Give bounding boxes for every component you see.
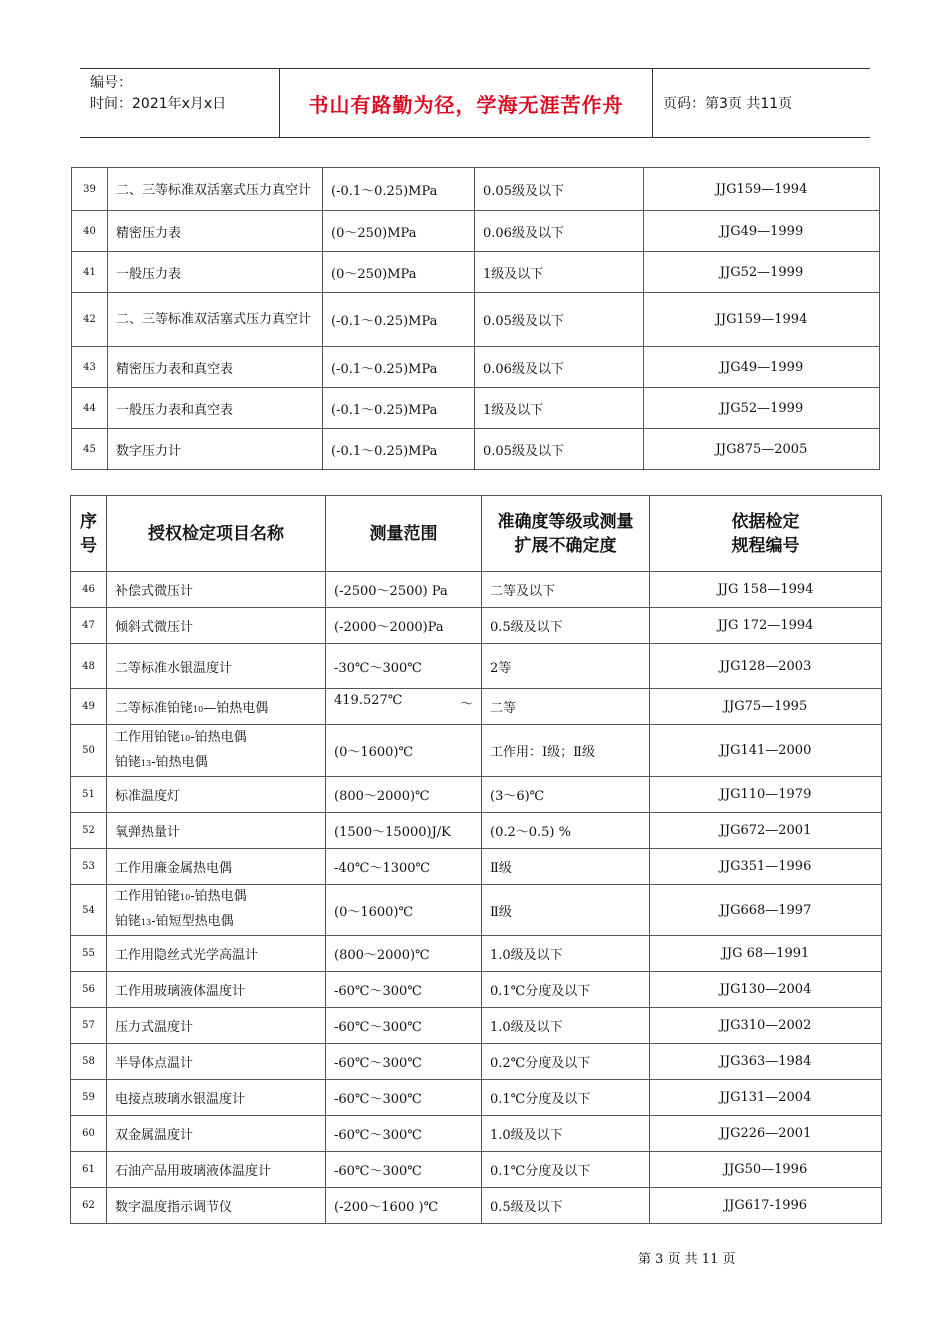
header-slogan: 书山有路勤为径，学海无涯苦作舟: [280, 69, 653, 137]
regulation-code: JJG75—1995: [650, 689, 882, 725]
page-header: [80, 68, 870, 138]
table-row: [72, 168, 880, 211]
item-name: 压力式温度计: [107, 1008, 326, 1044]
accuracy-grade: 工作用：Ⅰ级；Ⅱ级: [482, 725, 650, 777]
table-row: [72, 388, 880, 429]
table-row: [71, 725, 882, 777]
measurement-range: (1500～15000)J/K: [326, 813, 482, 849]
item-name: 石油产品用玻璃液体温度计: [107, 1152, 326, 1188]
header-item-name: 授权检定项目名称: [107, 496, 326, 572]
row-number: 51: [71, 777, 107, 813]
item-name: 精密压力表和真空表: [108, 347, 323, 388]
row-number: 61: [71, 1152, 107, 1188]
item-name: 二等标准水银温度计: [107, 644, 326, 689]
table-row: [72, 429, 880, 470]
accuracy-grade: 2等: [482, 644, 650, 689]
regulation-code: JJG52—1999: [644, 252, 880, 293]
accuracy-grade: 二等及以下: [482, 572, 650, 608]
table-row: [71, 644, 882, 689]
accuracy-grade: 二等: [482, 689, 650, 725]
item-name: 电接点玻璃水银温度计: [107, 1080, 326, 1116]
header-meta: [80, 69, 280, 137]
document-time-label: 时间：2021年x月x日: [90, 96, 227, 112]
header-range: 测量范围: [326, 496, 482, 572]
accuracy-grade: Ⅱ级: [482, 849, 650, 885]
table-row: [72, 211, 880, 252]
table-row: [72, 252, 880, 293]
document-number-label: 编号：: [90, 75, 132, 91]
accuracy-grade: 0.1℃分度及以下: [482, 972, 650, 1008]
regulation-code: JJG668—1997: [650, 885, 882, 936]
regulation-code: JJG363—1984: [650, 1044, 882, 1080]
measurement-range: (0～250)MPa: [323, 211, 475, 252]
row-number: 58: [71, 1044, 107, 1080]
row-number: 46: [71, 572, 107, 608]
table-row: [71, 813, 882, 849]
item-name: 补偿式微压计: [107, 572, 326, 608]
accuracy-grade: 0.5级及以下: [482, 608, 650, 644]
row-number: 43: [72, 347, 108, 388]
regulation-code: JJG141—2000: [650, 725, 882, 777]
accuracy-grade: 0.05级及以下: [475, 293, 644, 347]
header-regulation-code: 依据检定 规程编号: [650, 496, 882, 572]
calibration-table-continued: [71, 167, 880, 470]
accuracy-grade: 1.0级及以下: [482, 936, 650, 972]
regulation-code: JJG159—1994: [644, 293, 880, 347]
row-number: 44: [72, 388, 108, 429]
item-name: 双金属温度计: [107, 1116, 326, 1152]
item-name: 数字温度指示调节仪: [107, 1188, 326, 1224]
row-number: 53: [71, 849, 107, 885]
accuracy-grade: 0.05级及以下: [475, 168, 644, 211]
regulation-code: JJG310—2002: [650, 1008, 882, 1044]
measurement-range: (-0.1～0.25)MPa: [323, 293, 475, 347]
table-row: [71, 885, 882, 936]
item-name: 工作用铂铑10-铂热电偶 铂铑13-铂短型热电偶: [107, 885, 326, 936]
regulation-code: JJG875—2005: [644, 429, 880, 470]
row-number: 56: [71, 972, 107, 1008]
row-number: 60: [71, 1116, 107, 1152]
measurement-range: (-0.1～0.25)MPa: [323, 347, 475, 388]
header-accuracy: 准确度等级或测量扩展不确定度: [482, 496, 650, 572]
accuracy-grade: 1.0级及以下: [482, 1116, 650, 1152]
accuracy-grade: (0.2～0.5) %: [482, 813, 650, 849]
measurement-range: (-200～1600 )℃: [326, 1188, 482, 1224]
item-name: 二、三等标准双活塞式压力真空计: [108, 293, 323, 347]
item-name: 半导体点温计: [107, 1044, 326, 1080]
accuracy-grade: 0.1℃分度及以下: [482, 1152, 650, 1188]
accuracy-grade: 0.2℃分度及以下: [482, 1044, 650, 1080]
measurement-range: -60℃～300℃: [326, 1044, 482, 1080]
table-row: [71, 608, 882, 644]
row-number: 47: [71, 608, 107, 644]
table-row: [71, 777, 882, 813]
measurement-range: (-0.1～0.25)MPa: [323, 388, 475, 429]
table-row: [71, 1188, 882, 1224]
regulation-code: JJG110—1979: [650, 777, 882, 813]
accuracy-grade: Ⅱ级: [482, 885, 650, 936]
row-number: 40: [72, 211, 108, 252]
accuracy-grade: 0.06级及以下: [475, 347, 644, 388]
regulation-code: JJG672—2001: [650, 813, 882, 849]
regulation-code: JJG 68—1991: [650, 936, 882, 972]
item-name: 工作用隐丝式光学高温计: [107, 936, 326, 972]
regulation-code: JJG128—2003: [650, 644, 882, 689]
table-row: [71, 1080, 882, 1116]
row-number: 59: [71, 1080, 107, 1116]
item-name: 工作用铂铑10-铂热电偶 铂铑13-铂热电偶: [107, 725, 326, 777]
row-number: 45: [72, 429, 108, 470]
row-number: 62: [71, 1188, 107, 1224]
row-number: 41: [72, 252, 108, 293]
regulation-code: JJG130—2004: [650, 972, 882, 1008]
regulation-code: JJG617-1996: [650, 1188, 882, 1224]
measurement-range: -60℃～300℃: [326, 1008, 482, 1044]
accuracy-grade: 0.05级及以下: [475, 429, 644, 470]
regulation-code: JJG226—2001: [650, 1116, 882, 1152]
item-name: 二、三等标准双活塞式压力真空计: [108, 168, 323, 211]
item-name: 一般压力表和真空表: [108, 388, 323, 429]
page-footer: 第 3 页 共 11 页: [638, 1252, 736, 1267]
measurement-range: (0～1600)℃: [326, 725, 482, 777]
regulation-code: JJG 158—1994: [650, 572, 882, 608]
measurement-range: (-0.1～0.25)MPa: [323, 168, 475, 211]
measurement-range: -60℃～300℃: [326, 1152, 482, 1188]
table-row: [72, 293, 880, 347]
measurement-range: (-2000～2000)Pa: [326, 608, 482, 644]
item-name: 一般压力表: [108, 252, 323, 293]
accuracy-grade: 0.1℃分度及以下: [482, 1080, 650, 1116]
header-serial-number: 序号: [71, 496, 107, 572]
table-row: [71, 1008, 882, 1044]
regulation-code: JJG159—1994: [644, 168, 880, 211]
row-number: 49: [71, 689, 107, 725]
measurement-range: (0～250)MPa: [323, 252, 475, 293]
table-row: [71, 572, 882, 608]
measurement-range: (800～2000)℃: [326, 777, 482, 813]
row-number: 55: [71, 936, 107, 972]
measurement-range: -60℃～300℃: [326, 972, 482, 1008]
regulation-code: JJG50—1996: [650, 1152, 882, 1188]
item-name: 工作用玻璃液体温度计: [107, 972, 326, 1008]
measurement-range: -40℃～1300℃: [326, 849, 482, 885]
row-number: 52: [71, 813, 107, 849]
accuracy-grade: 0.06级及以下: [475, 211, 644, 252]
item-name: 倾斜式微压计: [107, 608, 326, 644]
table-row: [71, 1044, 882, 1080]
row-number: 39: [72, 168, 108, 211]
accuracy-grade: (3～6)℃: [482, 777, 650, 813]
accuracy-grade: 1级及以下: [475, 388, 644, 429]
table-row: [71, 972, 882, 1008]
measurement-range: (-0.1～0.25)MPa: [323, 429, 475, 470]
regulation-code: JJG 172—1994: [650, 608, 882, 644]
accuracy-grade: 0.5级及以下: [482, 1188, 650, 1224]
calibration-table: [70, 495, 882, 1224]
row-number: 57: [71, 1008, 107, 1044]
accuracy-grade: 1级及以下: [475, 252, 644, 293]
row-number: 50: [71, 725, 107, 777]
measurement-range: (0～1600)℃: [326, 885, 482, 936]
accuracy-grade: 1.0级及以下: [482, 1008, 650, 1044]
table-row: [71, 1116, 882, 1152]
row-number: 48: [71, 644, 107, 689]
measurement-range: -30℃～300℃: [326, 644, 482, 689]
table-row: [72, 347, 880, 388]
table-row: [71, 936, 882, 972]
item-name: 工作用廉金属热电偶: [107, 849, 326, 885]
table-header-row: [71, 496, 882, 572]
measurement-range: (-2500～2500) Pa: [326, 572, 482, 608]
measurement-range: -60℃～300℃: [326, 1116, 482, 1152]
measurement-range: (800～2000)℃: [326, 936, 482, 972]
item-name: 精密压力表: [108, 211, 323, 252]
row-number: 42: [72, 293, 108, 347]
item-name: 标准温度灯: [107, 777, 326, 813]
table-row: [71, 689, 882, 725]
table-row: [71, 1152, 882, 1188]
regulation-code: JJG49—1999: [644, 211, 880, 252]
table-row: [71, 849, 882, 885]
regulation-code: JJG351—1996: [650, 849, 882, 885]
regulation-code: JJG131—2004: [650, 1080, 882, 1116]
item-name: 氧弹热量计: [107, 813, 326, 849]
measurement-range: 419.527℃ ～: [326, 689, 482, 725]
header-page-number: 页码：第3页 共11页: [663, 96, 793, 112]
row-number: 54: [71, 885, 107, 936]
item-name: 二等标准铂铑10—铂热电偶: [107, 689, 326, 725]
measurement-range: -60℃～300℃: [326, 1080, 482, 1116]
item-name: 数字压力计: [108, 429, 323, 470]
regulation-code: JJG52—1999: [644, 388, 880, 429]
regulation-code: JJG49—1999: [644, 347, 880, 388]
